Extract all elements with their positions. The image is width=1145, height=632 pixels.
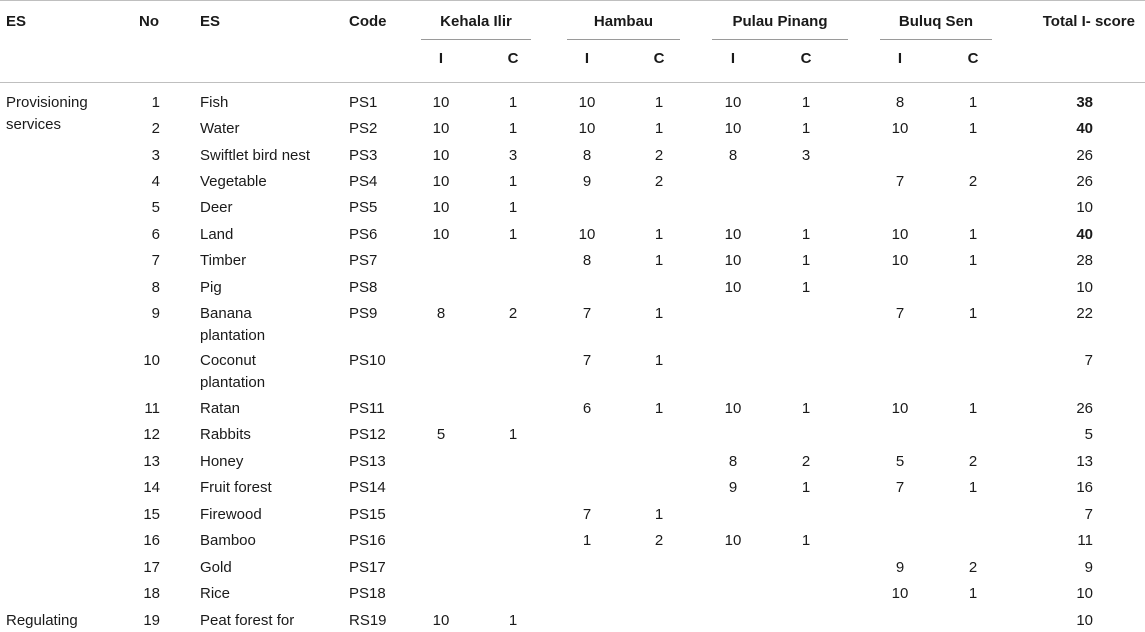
es-code: PS16 [349,532,386,549]
confidence-score: 3 [508,147,518,164]
importance-score: 10 [891,252,909,269]
confidence-score: 2 [508,305,518,322]
importance-score: 6 [582,400,592,417]
total-score: 7 [1084,506,1093,523]
confidence-score: 1 [968,479,978,496]
importance-score: 7 [582,352,592,369]
row-number: 19 [143,612,160,629]
importance-score: 10 [724,252,742,269]
total-score: 11 [1077,532,1093,549]
confidence-score: 1 [508,173,518,190]
header-es: ES [6,13,27,30]
confidence-score: 1 [654,252,664,269]
confidence-score: 1 [508,120,518,137]
es-name: Timber [200,252,247,269]
confidence-score: 1 [654,506,664,523]
confidence-score: 2 [968,559,978,576]
row-number: 16 [143,532,160,549]
row-number: 8 [151,279,160,296]
es-name: Fruit forest [200,479,272,496]
confidence-score: 1 [801,479,811,496]
es-code: PS18 [349,585,386,602]
es-code: PS15 [349,506,386,523]
importance-score: 10 [724,279,742,296]
es-code: PS5 [349,199,378,216]
es-code: PS8 [349,279,378,296]
row-number: 6 [151,226,160,243]
es-name: Deer [200,199,233,216]
importance-score: 10 [891,226,909,243]
total-score: 5 [1084,426,1093,443]
es-name: Rice [200,585,231,602]
importance-score: 10 [891,400,909,417]
top-rule [0,0,1145,1]
underline-pulau-pinang [712,39,848,40]
confidence-score: 1 [801,400,811,417]
row-number: 2 [151,120,160,137]
row-number: 7 [151,252,160,269]
confidence-score: 1 [801,252,811,269]
importance-score: 10 [724,400,742,417]
importance-score: 9 [582,173,592,190]
total-score: 28 [1076,252,1093,269]
subheader-c-2: C [800,50,812,67]
row-number: 4 [151,173,160,190]
es-code: PS14 [349,479,386,496]
header-no: No [139,13,159,30]
es-code: PS7 [349,252,378,269]
es-code: PS2 [349,120,378,137]
importance-score: 8 [582,147,592,164]
importance-score: 10 [578,226,596,243]
es-name: Swiftlet bird nest [200,147,311,164]
importance-score: 7 [895,305,905,322]
importance-score: 1 [582,532,592,549]
total-score: 26 [1076,147,1093,164]
importance-score: 10 [891,120,909,137]
importance-score: 5 [436,426,446,443]
header-village-pulau-pinang: Pulau Pinang [732,13,828,30]
confidence-score: 2 [968,453,978,470]
group-label: Regulating [6,612,78,629]
importance-score: 10 [724,120,742,137]
es-code: PS17 [349,559,386,576]
confidence-score: 1 [968,226,978,243]
importance-score: 5 [895,453,905,470]
importance-score: 7 [582,305,592,322]
confidence-score: 2 [654,147,664,164]
importance-score: 10 [724,532,742,549]
total-score: 10 [1076,199,1093,216]
total-score: 10 [1076,612,1093,629]
total-score: 22 [1076,305,1093,322]
row-number: 9 [151,305,160,322]
total-score: 13 [1076,453,1093,470]
es-name: Honey [200,453,244,470]
confidence-score: 1 [508,426,518,443]
importance-score: 7 [582,506,592,523]
subheader-c-3: C [967,50,979,67]
confidence-score: 1 [508,612,518,629]
importance-score: 7 [895,479,905,496]
subheader-i-0: I [438,50,444,67]
confidence-score: 1 [654,352,664,369]
importance-score: 8 [728,147,738,164]
es-name: Coconut plantation [200,352,266,391]
total-score: 16 [1076,479,1093,496]
es-name: Rabbits [200,426,251,443]
header-total-score: Total I- score [1042,13,1135,30]
confidence-score: 1 [654,400,664,417]
es-code: PS4 [349,173,378,190]
row-number: 13 [143,453,160,470]
total-score: 26 [1076,173,1093,190]
total-score: 26 [1076,400,1093,417]
importance-score: 8 [582,252,592,269]
header-bottom-rule [0,82,1145,83]
confidence-score: 1 [968,94,978,111]
total-score: 40 [1076,226,1093,243]
confidence-score: 2 [654,532,664,549]
importance-score: 10 [432,94,450,111]
total-score: 10 [1076,585,1093,602]
subheader-c-0: C [507,50,519,67]
confidence-score: 1 [968,585,978,602]
es-code: PS11 [349,400,385,417]
importance-score: 10 [432,173,450,190]
confidence-score: 2 [968,173,978,190]
underline-buluq-sen [880,39,992,40]
header-code: Code [349,13,387,30]
row-number: 10 [143,352,160,369]
confidence-score: 1 [654,305,664,322]
confidence-score: 1 [801,94,811,111]
total-score: 7 [1084,352,1093,369]
importance-score: 9 [895,559,905,576]
importance-score: 10 [891,585,909,602]
row-number: 12 [143,426,160,443]
header-es-name: ES [200,13,221,30]
row-number: 18 [143,585,160,602]
importance-score: 10 [432,199,450,216]
subheader-i-2: I [730,50,736,67]
group-label: Provisioning services [6,94,88,133]
confidence-score: 3 [801,147,811,164]
confidence-score: 1 [654,94,664,111]
subheader-i-1: I [584,50,590,67]
confidence-score: 1 [968,252,978,269]
confidence-score: 1 [968,120,978,137]
confidence-score: 1 [508,226,518,243]
es-code: PS13 [349,453,386,470]
confidence-score: 2 [801,453,811,470]
confidence-score: 1 [801,279,811,296]
es-code: PS12 [349,426,386,443]
row-number: 11 [144,400,160,417]
es-code: PS3 [349,147,378,164]
total-score: 38 [1076,94,1093,111]
total-score: 40 [1076,120,1093,137]
importance-score: 10 [432,612,450,629]
confidence-score: 1 [968,305,978,322]
es-name: Ratan [200,400,241,417]
es-name: Fish [200,94,229,111]
confidence-score: 1 [654,120,664,137]
es-name: Land [200,226,234,243]
importance-score: 8 [728,453,738,470]
confidence-score: 1 [801,532,811,549]
subheader-c-1: C [653,50,665,67]
row-number: 3 [151,147,160,164]
header-village-buluq-sen: Buluq Sen [898,13,974,30]
es-name: Firewood [200,506,262,523]
underline-hambau [567,39,680,40]
importance-score: 7 [895,173,905,190]
row-number: 1 [151,94,160,111]
total-score: 10 [1076,279,1093,296]
confidence-score: 2 [654,173,664,190]
confidence-score: 1 [801,226,811,243]
es-name: Gold [200,559,232,576]
es-code: PS10 [349,352,386,369]
confidence-score: 1 [801,120,811,137]
es-name: Pig [200,279,222,296]
importance-score: 8 [436,305,446,322]
row-number: 15 [143,506,160,523]
es-name: Water [200,120,240,137]
subheader-i-3: I [897,50,903,67]
confidence-score: 1 [654,226,664,243]
importance-score: 10 [432,226,450,243]
row-number: 17 [143,559,160,576]
es-code: PS6 [349,226,378,243]
es-code: RS19 [349,612,387,629]
confidence-score: 1 [968,400,978,417]
importance-score: 10 [578,120,596,137]
importance-score: 10 [724,94,742,111]
es-code: PS1 [349,94,378,111]
importance-score: 10 [578,94,596,111]
total-score: 9 [1084,559,1093,576]
underline-kehala-ilir [421,39,531,40]
es-name: Bamboo [200,532,256,549]
es-name: Vegetable [200,173,267,190]
header-village-hambau: Hambau [593,13,654,30]
importance-score: 10 [432,120,450,137]
importance-score: 9 [728,479,738,496]
row-number: 14 [143,479,160,496]
importance-score: 10 [432,147,450,164]
row-number: 5 [151,199,160,216]
es-code: PS9 [349,305,378,322]
es-name: Banana plantation [200,305,266,344]
es-name: Peat forest for [200,612,295,629]
header-village-kehala-ilir: Kehala Ilir [440,13,512,30]
importance-score: 8 [895,94,905,111]
importance-score: 10 [724,226,742,243]
confidence-score: 1 [508,199,518,216]
confidence-score: 1 [508,94,518,111]
